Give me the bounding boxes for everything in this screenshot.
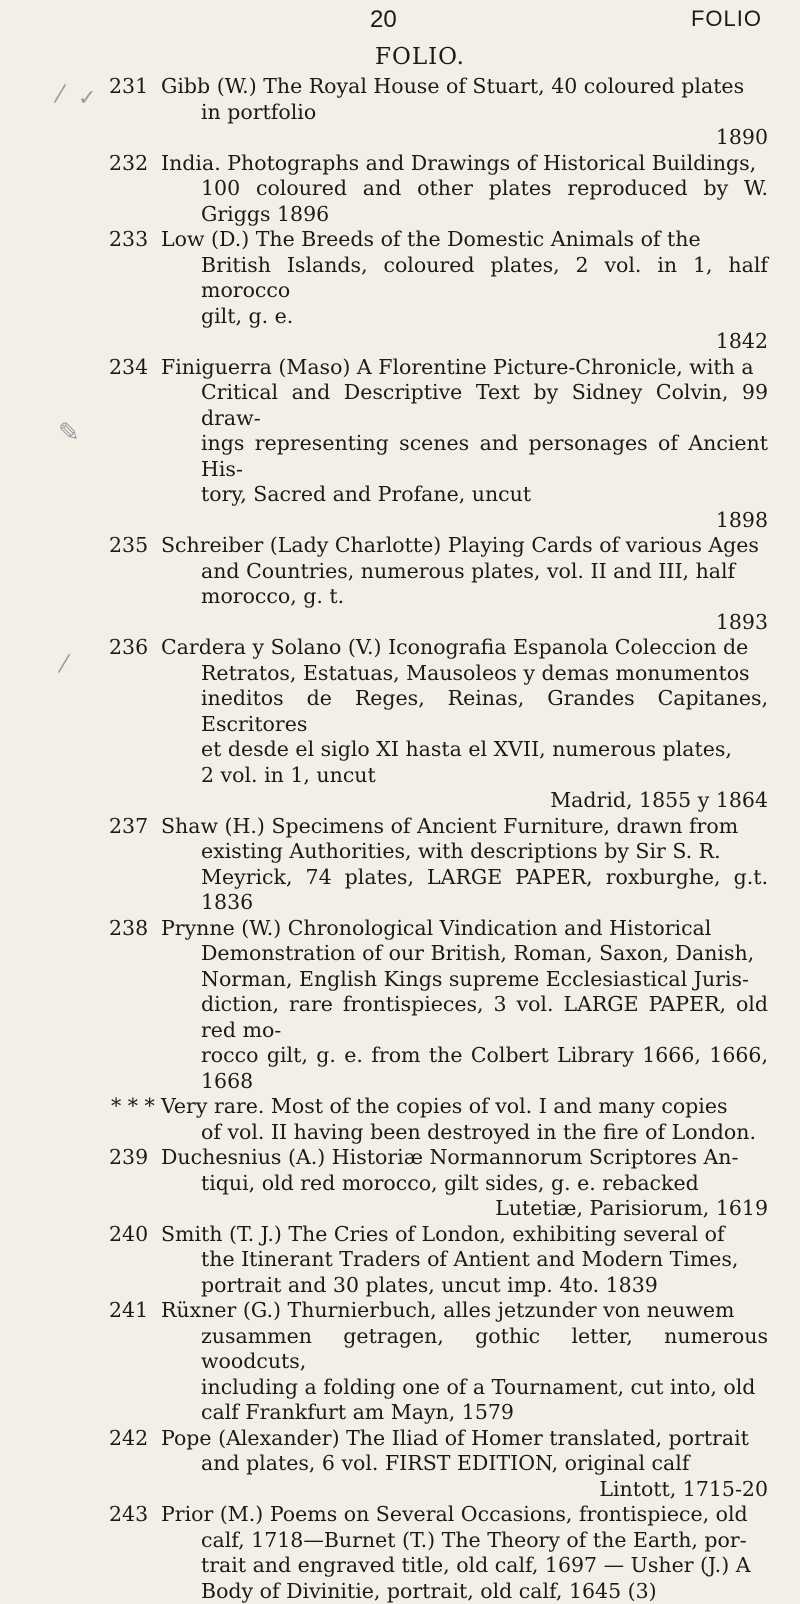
- lot-number: 235: [109, 533, 157, 559]
- catalogue-entry: [0, 1222, 800, 1299]
- catalogue-entry: [0, 814, 800, 916]
- entry-first-line: Finiguerra (Maso) A Florentine Picture-Chronicle, with a: [161, 355, 768, 381]
- entry-line: diction, rare frontispieces, 3 vol. LARGE PAPER, old red mo-: [161, 992, 768, 1043]
- entry-text: [161, 74, 768, 151]
- entry-imprint: 1898: [161, 508, 768, 534]
- entry-imprint: Lintott, 1715-20: [161, 1477, 768, 1503]
- entry-first-line: Cardera y Solano (V.) Iconografia Espanola Coleccion de: [161, 635, 768, 661]
- entry-text: [161, 1426, 768, 1503]
- entry-line: the Itinerant Traders of Antient and Modern Times,: [161, 1247, 768, 1273]
- catalogue-entry: [0, 1298, 800, 1426]
- catalogue-entry: [0, 355, 800, 534]
- entry-line: et desde el siglo XI hasta el XVII, numerous plates,: [161, 737, 768, 763]
- entry-line: trait and engraved title, old calf, 1697 — Usher (J.) A: [161, 1553, 768, 1579]
- running-head: [0, 6, 800, 38]
- catalogue-entries: [0, 74, 800, 1604]
- entry-line: and Countries, numerous plates, vol. II and III, half: [161, 559, 768, 585]
- entry-line: ineditos de Reges, Reinas, Grandes Capitanes, Escritores: [161, 686, 768, 737]
- lot-number: 243: [109, 1502, 157, 1528]
- entry-text: [161, 916, 768, 1095]
- entry-line: Meyrick, 74 plates, LARGE PAPER, roxburghe, g.t. 1836: [161, 865, 768, 916]
- entry-line: 100 coloured and other plates reproduced by W. Griggs 1896: [161, 176, 768, 227]
- lot-number: 232: [109, 151, 157, 177]
- entry-first-line: Gibb (W.) The Royal House of Stuart, 40 coloured plates: [161, 74, 768, 100]
- entry-line: tory, Sacred and Profane, uncut: [161, 482, 768, 508]
- entry-text: [161, 227, 768, 355]
- entry-imprint: Madrid, 1855 y 1864: [161, 788, 768, 814]
- entry-line: portrait and 30 plates, uncut imp. 4to. 1839: [161, 1273, 768, 1299]
- entry-line: existing Authorities, with descriptions by Sir S. R.: [161, 839, 768, 865]
- entry-line: Critical and Descriptive Text by Sidney Colvin, 99 draw-: [161, 380, 768, 431]
- lot-number: 231: [109, 74, 157, 100]
- catalogue-entry: [0, 533, 800, 635]
- entry-text: [161, 1222, 768, 1299]
- footnote-first-line: Very rare. Most of the copies of vol. I and many copies: [161, 1094, 768, 1120]
- catalogue-entry: [0, 1502, 800, 1604]
- entry-text: [161, 151, 768, 228]
- entry-line: zusammen getragen, gothic letter, numerous woodcuts,: [161, 1324, 768, 1375]
- footnote-line: of vol. II having been destroyed in the fire of London.: [161, 1120, 768, 1146]
- lot-number: 242: [109, 1426, 157, 1452]
- entry-line: including a folding one of a Tournament, cut into, old: [161, 1375, 768, 1401]
- entry-line: in portfolio: [161, 100, 768, 126]
- entry-line: Retratos, Estatuas, Mausoleos y demas monumentos: [161, 661, 768, 687]
- catalogue-entry: [0, 1426, 800, 1503]
- entry-first-line: Low (D.) The Breeds of the Domestic Animals of the: [161, 227, 768, 253]
- pencil-mark-icon: ⁄: [62, 650, 66, 678]
- page-number: 20: [370, 6, 397, 34]
- entry-text: [161, 355, 768, 534]
- pencil-mark-icon: ✎: [58, 418, 80, 448]
- entry-imprint: Lutetiæ, Parisiorum, 1619: [161, 1196, 768, 1222]
- entry-line: 2 vol. in 1, uncut: [161, 763, 768, 789]
- entry-line: rocco gilt, g. e. from the Colbert Library 1666, 1666, 1668: [161, 1043, 768, 1094]
- entry-first-line: Duchesnius (A.) Historiæ Normannorum Scriptores An-: [161, 1145, 768, 1171]
- entry-line: morocco, g. t.: [161, 584, 768, 610]
- catalogue-entry: [0, 151, 800, 228]
- catalogue-entry: [0, 227, 800, 355]
- entry-line: ings representing scenes and personages of Ancient His-: [161, 431, 768, 482]
- catalogue-entry: [0, 1145, 800, 1222]
- entry-first-line: Schreiber (Lady Charlotte) Playing Cards of various Ages: [161, 533, 768, 559]
- entry-line: Norman, English Kings supreme Ecclesiastical Juris-: [161, 967, 768, 993]
- lot-number: 236: [109, 635, 157, 661]
- entry-text: [161, 1145, 768, 1222]
- lot-number: 239: [109, 1145, 157, 1171]
- entry-line: Demonstration of our British, Roman, Saxon, Danish,: [161, 941, 768, 967]
- entry-first-line: Prynne (W.) Chronological Vindication and Historical: [161, 916, 768, 942]
- entry-line: calf Frankfurt am Mayn, 1579: [161, 1400, 768, 1426]
- entry-text: [161, 635, 768, 814]
- entry-line: Body of Divinitie, portrait, old calf, 1645 (3): [161, 1579, 768, 1604]
- entry-first-line: Pope (Alexander) The Iliad of Homer translated, portrait: [161, 1426, 768, 1452]
- entry-line: British Islands, coloured plates, 2 vol. in 1, half morocco: [161, 253, 768, 304]
- entry-line: gilt, g. e.: [161, 304, 768, 330]
- lot-number: 238: [109, 916, 157, 942]
- entry-line: tiqui, old red morocco, gilt sides, g. e. rebacked: [161, 1171, 768, 1197]
- entry-first-line: India. Photographs and Drawings of Historical Buildings,: [161, 151, 768, 177]
- asterism-mark: * * *: [111, 1094, 155, 1120]
- catalogue-entry: [0, 635, 800, 814]
- entry-line: calf, 1718—Burnet (T.) The Theory of the Earth, por-: [161, 1528, 768, 1554]
- footnote: [161, 1094, 768, 1145]
- lot-number: 241: [109, 1298, 157, 1324]
- entry-line: and plates, 6 vol. FIRST EDITION, original calf: [161, 1451, 768, 1477]
- entry-imprint: 1842: [161, 329, 768, 355]
- section-title: FOLIO.: [0, 44, 800, 70]
- entry-text: [161, 1502, 768, 1604]
- catalogue-entry: [0, 916, 800, 1095]
- catalogue-entry: [0, 74, 800, 151]
- entry-text: [161, 814, 768, 916]
- pencil-mark-icon: ⁄: [58, 80, 62, 108]
- entry-first-line: Rüxner (G.) Thurnierbuch, alles jetzunder von neuwem: [161, 1298, 768, 1324]
- entry-imprint: 1893: [161, 610, 768, 636]
- lot-number: 234: [109, 355, 157, 381]
- entry-text: [161, 533, 768, 635]
- entry-imprint: 1890: [161, 125, 768, 151]
- running-title: FOLIO: [691, 6, 762, 32]
- lot-number: 233: [109, 227, 157, 253]
- entry-first-line: Shaw (H.) Specimens of Ancient Furniture, drawn from: [161, 814, 768, 840]
- entry-text: [161, 1298, 768, 1426]
- entry-first-line: Smith (T. J.) The Cries of London, exhibiting several of: [161, 1222, 768, 1248]
- entry-first-line: Prior (M.) Poems on Several Occasions, frontispiece, old: [161, 1502, 768, 1528]
- lot-number: 240: [109, 1222, 157, 1248]
- lot-number: 237: [109, 814, 157, 840]
- pencil-mark-icon: ✓: [78, 86, 96, 111]
